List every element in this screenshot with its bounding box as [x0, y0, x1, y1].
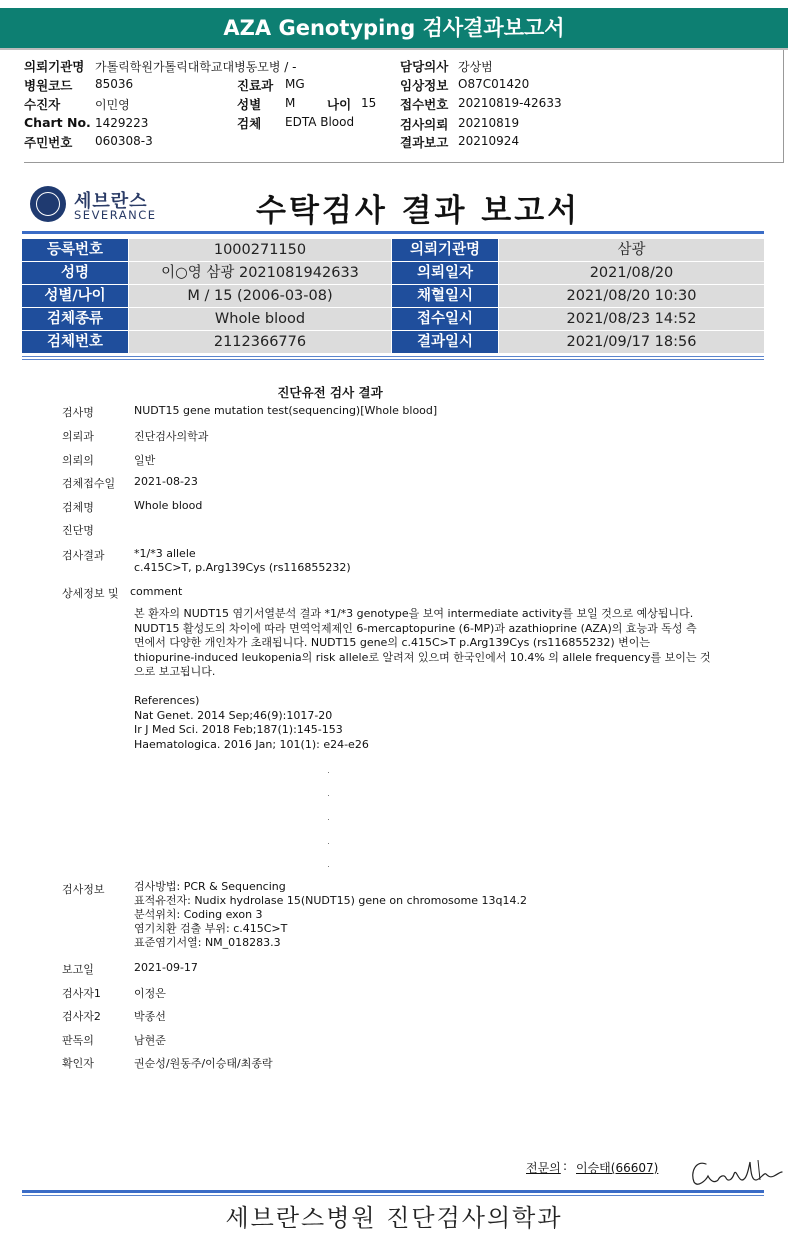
patient-value-sex-age: M / 15 (2006-03-08): [129, 285, 391, 307]
comment-line: thiopurine-induced leukopenia의 risk allele로 알려져 있으며 한국인에서 10.4% 의 allele frequency를 보이는 것: [134, 650, 711, 664]
patient-label-specimen-type: 검체종류: [22, 308, 128, 330]
header-label-specimen: 검체: [237, 116, 262, 131]
test-info-line: 표적유전자: Nudix hydrolase 15(NUDT15) gene on chromosome 13q14.2: [134, 894, 527, 907]
header-value-report-date: 20210924: [458, 134, 520, 148]
field-label-comment: comment: [130, 585, 183, 598]
patient-value-collection-time: 2021/08/20 10:30: [499, 285, 764, 307]
field-label-diagnosis: 진단명: [62, 524, 94, 537]
header-value-clinical-info: O87C01420: [458, 77, 530, 91]
reference-item: Ir J Med Sci. 2018 Feb;187(1):145-153: [134, 723, 343, 736]
header-value-doctor: 강상범: [458, 60, 493, 74]
field-label-detail: 상세정보 및: [62, 587, 119, 600]
field-value-specimen: Whole blood: [134, 499, 203, 512]
spacer-dot: [328, 866, 329, 867]
patient-label-institution: 의뢰기관명: [392, 239, 498, 261]
test-info-line: 표준염기서열: NM_018283.3: [134, 936, 281, 949]
references-title: References): [134, 694, 200, 707]
patient-label-receipt-time: 접수일시: [392, 308, 498, 330]
test-info-line: 분석위치: Coding exon 3: [134, 908, 263, 921]
header-label-doctor: 담당의사: [400, 59, 449, 74]
header-value-resident-no: 060308-3: [95, 134, 153, 148]
report-banner: AZA Genotyping 검사결과보고서: [0, 8, 788, 48]
header-label-hospital-code: 병원코드: [24, 78, 73, 93]
footer-divider-2: [22, 1195, 764, 1196]
title-divider: [22, 231, 764, 234]
field-value-tester1: 이정은: [134, 987, 166, 1000]
header-label-request-date: 검사의뢰: [400, 117, 449, 132]
comment-paragraph: [134, 607, 714, 680]
header-label-institution: 의뢰기관명: [24, 59, 85, 74]
comment-line: 으로 보고됩니다.: [134, 665, 216, 678]
specialist-name: 이승태(66607): [576, 1161, 659, 1175]
field-value-result-variant: c.415C>T, p.Arg139Cys (rs116855232): [134, 561, 351, 574]
field-value-received: 2021-08-23: [134, 475, 198, 488]
field-label-dept: 의뢰과: [62, 430, 94, 443]
patient-value-institution: 삼광: [499, 239, 764, 261]
header-label-sex: 성별: [237, 97, 262, 112]
field-label-tester1: 검사자1: [62, 987, 101, 1000]
specialist-colon: :: [563, 1159, 568, 1173]
patient-label-request-date: 의뢰일자: [392, 262, 498, 284]
comment-line: NUDT15 활성도의 차이에 따라 면역억제제인 6-mercaptopurine (6-MP)과 azathioprine (AZA)의 효능과 독성 측: [134, 621, 697, 635]
patient-value-request-date: 2021/08/20: [499, 262, 764, 284]
field-value-reader: 남현준: [134, 1034, 166, 1047]
header-value-department: MG: [285, 77, 305, 91]
test-info-line: 염기치환 검출 부위: c.415C>T: [134, 922, 288, 935]
header-label-chart-no: Chart No.: [24, 115, 91, 130]
test-info-line: 검사방법: PCR & Sequencing: [134, 880, 286, 893]
header-label-resident-no: 주민번호: [24, 135, 73, 150]
footer-divider: [22, 1190, 764, 1193]
header-value-chart-no: 1429223: [95, 116, 149, 130]
header-value-institution: 가톨릭학원가톨릭대학교대병동모병 / -: [95, 60, 297, 74]
field-label-test-info: 검사정보: [62, 883, 105, 896]
field-label-result: 검사결과: [62, 549, 105, 562]
header-label-clinical-info: 임상정보: [400, 78, 449, 93]
banner-divider: [0, 48, 788, 50]
header-value-request-date: 20210819: [458, 116, 520, 130]
patient-value-receipt-time: 2021/08/23 14:52: [499, 308, 764, 330]
header-label-patient: 수진자: [24, 97, 61, 112]
report-title: 수탁검사 결과 보고서: [256, 193, 581, 229]
severance-seal-ring: [36, 192, 60, 216]
signature-icon: [688, 1150, 784, 1192]
logo-text-english: SEVERANCE: [74, 208, 157, 222]
logo-text-korean: 세브란스: [74, 191, 148, 212]
field-label-specimen: 검체명: [62, 501, 94, 514]
specialist-label: 전문의: [526, 1161, 561, 1175]
field-label-tester2: 검사자2: [62, 1010, 101, 1023]
field-label-test-name: 검사명: [62, 406, 94, 419]
patient-label-sex-age: 성별/나이: [22, 285, 128, 307]
spacer-dot: [328, 843, 329, 844]
spacer-dot: [328, 819, 329, 820]
patient-label-name: 성명: [22, 262, 128, 284]
spacer-dot: [328, 795, 329, 796]
field-label-doctor: 의뢰의: [62, 454, 94, 467]
header-value-hospital-code: 85036: [95, 77, 134, 91]
department-name: 세브란스병원 진단검사의학과: [225, 1204, 563, 1232]
header-label-age: 나이: [327, 97, 352, 112]
header-box-border: [24, 162, 784, 163]
comment-line: 본 환자의 NUDT15 염기서열분석 결과 *1/*3 genotype을 보여 intermediate activity를 보일 것으로 예상됩니다.: [134, 607, 694, 620]
field-value-report-date: 2021-09-17: [134, 961, 198, 974]
result-section-title: 진단유전 검사 결과: [277, 385, 383, 400]
patient-value-name: 이○영 삼광 2021081942633: [129, 262, 391, 284]
header-box-border-right: [783, 50, 784, 162]
header-value-age: 15: [361, 96, 377, 110]
references-block: [134, 694, 714, 752]
field-value-tester2: 박종선: [134, 1010, 166, 1023]
field-value-test-name: NUDT15 gene mutation test(sequencing)[Whole blood]: [134, 404, 438, 417]
field-value-dept: 진단검사의학과: [134, 430, 209, 443]
header-value-patient: 이민영: [95, 98, 130, 112]
reference-item: Nat Genet. 2014 Sep;46(9):1017-20: [134, 708, 333, 722]
header-value-accession: 20210819-42633: [458, 96, 562, 110]
field-label-confirm: 확인자: [62, 1057, 94, 1070]
header-label-accession: 접수번호: [400, 97, 449, 112]
field-value-result-allele: *1/*3 allele: [134, 547, 196, 560]
patient-label-result-time: 결과일시: [392, 331, 498, 353]
patient-label-collection-time: 채혈일시: [392, 285, 498, 307]
patient-value-specimen-type: Whole blood: [129, 308, 391, 330]
header-value-specimen: EDTA Blood: [285, 115, 355, 129]
field-label-report-date: 보고일: [62, 963, 94, 976]
field-value-confirm: 권순성/원동주/이승태/최종락: [134, 1057, 273, 1070]
patient-value-specimen-no: 2112366776: [129, 331, 391, 353]
table-divider-2: [22, 359, 764, 360]
patient-label-reg-no: 등록번호: [22, 239, 128, 261]
reference-item: Haematologica. 2016 Jan; 101(1): e24-e26: [134, 737, 369, 751]
header-label-report-date: 결과보고: [400, 135, 449, 150]
field-label-received: 검체접수일: [62, 477, 116, 490]
table-divider: [22, 356, 764, 357]
header-value-sex: M: [285, 96, 296, 110]
spacer-dot: [328, 772, 329, 773]
test-info-block: [134, 880, 714, 950]
field-value-doctor: 일반: [134, 454, 156, 467]
patient-value-result-time: 2021/09/17 18:56: [499, 331, 764, 353]
comment-line: 면에서 다양한 개인차가 초래됩니다. NUDT15 gene의 c.415C>T p.Arg139Cys (rs116855232) 변이는: [134, 636, 651, 649]
field-label-reader: 판독의: [62, 1034, 94, 1047]
patient-value-reg-no: 1000271150: [129, 239, 391, 261]
header-label-department: 진료과: [237, 78, 274, 93]
patient-label-specimen-no: 검체번호: [22, 331, 128, 353]
